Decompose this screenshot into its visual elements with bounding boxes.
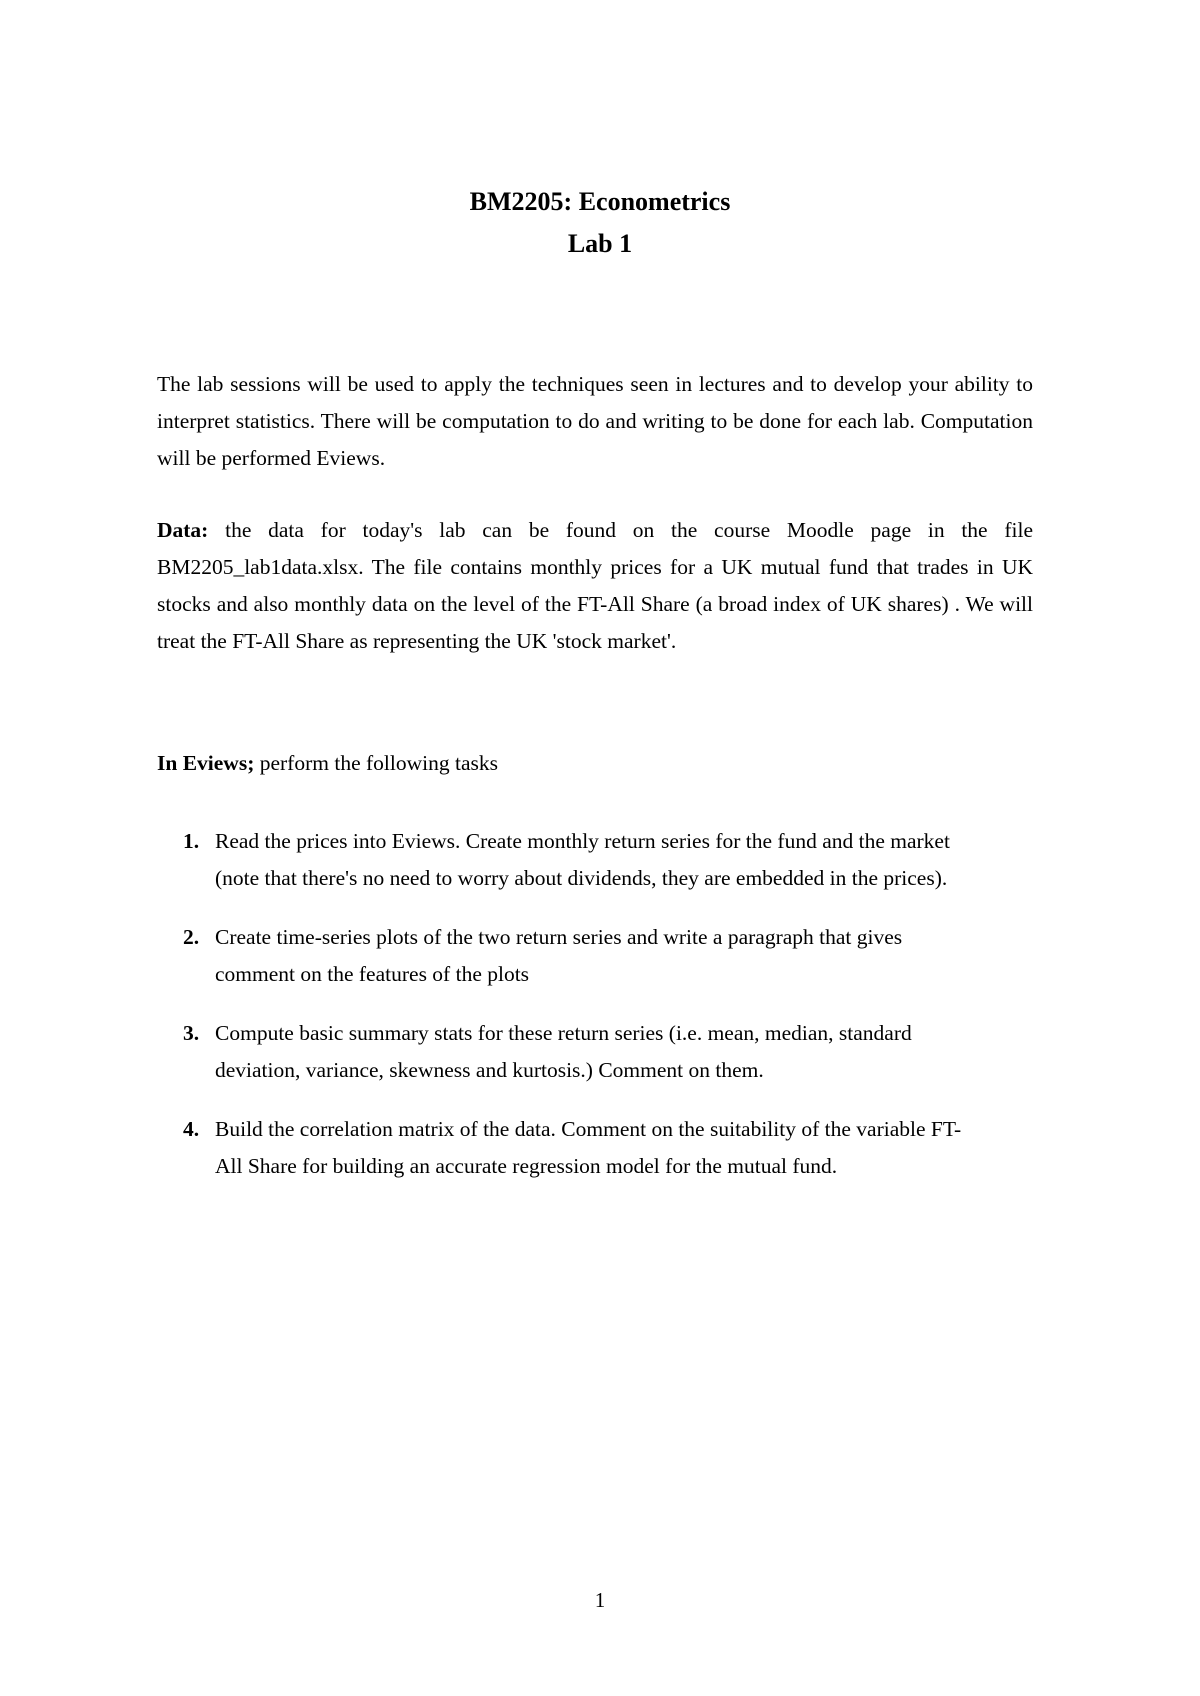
task-text: Build the correlation matrix of the data. Comment on the suitability of the variable FT-All Share for building an accurate regression model for the mutual fund. bbox=[215, 1117, 962, 1178]
eviews-paragraph bbox=[157, 745, 1033, 782]
intro-paragraph: The lab sessions will be used to apply the techniques seen in lectures and to develop your ability to interpret statistics. There will be computation to do and writing to be done for each lab. Computation will be performed Eviews. bbox=[157, 372, 1033, 470]
lab-title: Lab 1 bbox=[567, 229, 633, 258]
task-text: Read the prices into Eviews. Create monthly return series for the fund and the market (note that there's no need to worry about dividends, they are embedded in the prices). bbox=[215, 829, 950, 890]
data-paragraph bbox=[157, 512, 1033, 660]
task-item bbox=[157, 1015, 975, 1089]
task-item bbox=[157, 919, 975, 993]
task-text: Compute basic summary stats for these return series (i.e. mean, median, standard deviation, variance, skewness and kurtosis.) Comment on them. bbox=[215, 1021, 912, 1082]
course-title: BM2205: Econometrics bbox=[469, 187, 731, 216]
title-block bbox=[0, 181, 1200, 265]
page-number: 1 bbox=[594, 1588, 606, 1612]
data-label: Data: bbox=[157, 518, 209, 542]
task-number: 1. bbox=[183, 829, 200, 853]
task-number: 2. bbox=[183, 925, 200, 949]
data-text: the data for today's lab can be found on the course Moodle page in the file BM2205_lab1data.xlsx. The file contains monthly prices for a UK mutual fund that trades in UK stocks and also monthly data on the level of the FT-All Share (a broad index of UK shares) . We will treat the FT-All Share as representing the UK 'stock market'. bbox=[157, 518, 1033, 653]
task-item bbox=[157, 823, 975, 897]
eviews-label: In Eviews; bbox=[157, 751, 255, 775]
eviews-text: perform the following tasks bbox=[259, 751, 498, 775]
task-text: Create time-series plots of the two return series and write a paragraph that gives comment on the features of the plots bbox=[215, 925, 903, 986]
task-number: 3. bbox=[183, 1021, 200, 1045]
task-item bbox=[157, 1111, 975, 1185]
task-list bbox=[157, 823, 1033, 1207]
task-number: 4. bbox=[183, 1117, 200, 1141]
